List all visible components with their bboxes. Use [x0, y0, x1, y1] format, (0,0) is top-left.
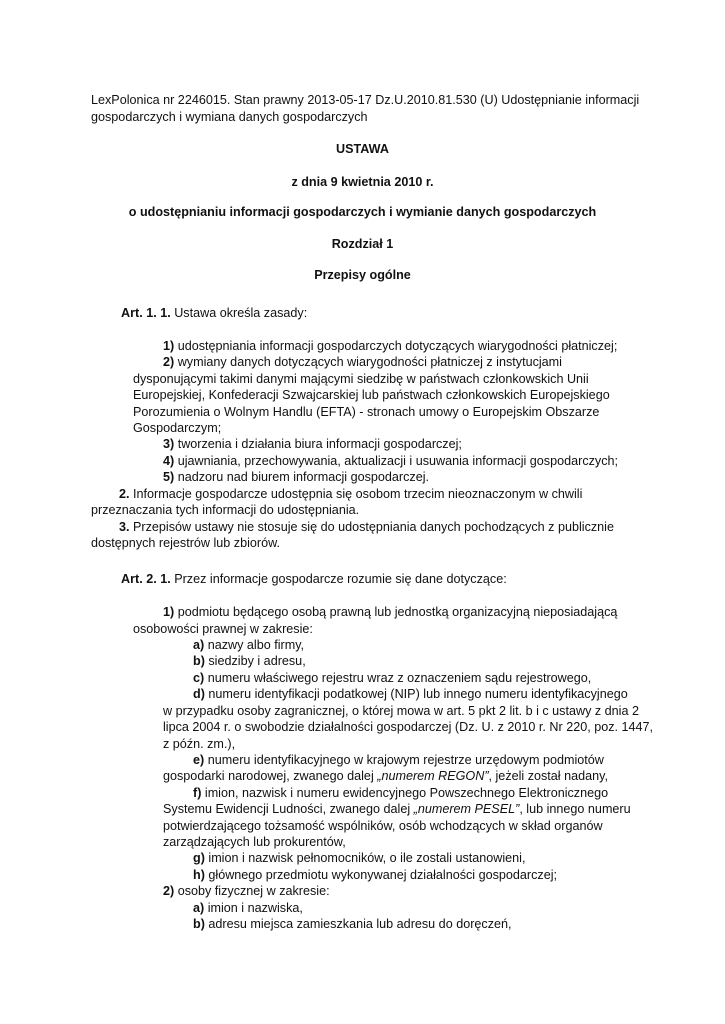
- art2-letter-f-cont: Systemu Ewidencji Ludności, zwanego dalej „numerem PESEL”, lub innego numeru: [163, 802, 631, 816]
- art1-point-2-cont: Porozumienia o Wolnym Handlu (EFTA) - stronach umowy o Europejskim Obszarze: [133, 405, 600, 419]
- art1-point-2-cont: dysponującymi takimi danymi mającymi siedzibę w państwach członkowskich Unii: [133, 372, 589, 386]
- header-line-2: gospodarczych i wymiana danych gospodarczych: [91, 110, 368, 124]
- act-subject: o udostępnianiu informacji gospodarczych i wymianie danych gospodarczych: [128, 205, 597, 219]
- art2-letter-f-cont: zarządzających lub prokurentów,: [163, 835, 346, 849]
- art2-letter-e-cont: gospodarki narodowej, zwanego dalej „numerem REGON”, jeżeli został nadany,: [163, 769, 608, 783]
- art2-letter-d-cont: w przypadku osoby zagranicznej, o której mowa w art. 5 pkt 2 lit. b i c ustawy z dnia 2: [163, 704, 639, 718]
- art1-section-2: 2. Informacje gospodarcze udostępnia się osobom trzecim nieoznaczonym w chwili: [119, 487, 583, 501]
- art2-letter-d: d) numeru identyfikacji podatkowej (NIP) lub innego numeru identyfikacyjnego: [193, 687, 628, 701]
- art2-letter-b: b) siedziby i adresu,: [193, 654, 306, 668]
- art1-section-2-cont: przeznaczania tych informacji do udostępniania.: [91, 503, 360, 517]
- art2-letter-f-cont: potwierdzającego tożsamość wspólników, osób wchodzących w skład organów: [163, 819, 603, 833]
- art2-letter-e: e) numeru identyfikacyjnego w krajowym rejestrze urzędowym podmiotów: [193, 753, 604, 767]
- chapter-number: Rozdział 1: [331, 237, 394, 251]
- art2-heading: Art. 2. 1. Przez informacje gospodarcze rozumie się dane dotyczące:: [121, 572, 507, 586]
- art2-letter-h: h) głównego przedmiotu wykonywanej działalności gospodarczej;: [193, 868, 558, 882]
- art2-letter-d-cont: z późn. zm.),: [163, 737, 236, 751]
- art2-letter-a: a) nazwy albo firmy,: [193, 638, 305, 652]
- art2-point-2: 2) osoby fizycznej w zakresie:: [163, 884, 330, 898]
- art2-letter-c: c) numeru właściwego rejestru wraz z oznaczeniem sądu rejestrowego,: [193, 671, 592, 685]
- art1-point-4: 4) ujawniania, przechowywania, aktualizacji i usuwania informacji gospodarczych;: [163, 454, 619, 468]
- art2-point-1-cont: osobowości prawnej w zakresie:: [133, 622, 313, 636]
- art1-point-2-cont: Europejskiej, Konfederacji Szwajcarskiej lub państwach członkowskich Europejskiego: [133, 388, 610, 402]
- art1-point-2-cont: Gospodarczym;: [133, 421, 222, 435]
- header-line-1: LexPolonica nr 2246015. Stan prawny 2013-05-17 Dz.U.2010.81.530 (U) Udostępnianie informacji: [91, 93, 640, 107]
- art1-point-1: 1) udostępniania informacji gospodarczych dotyczących wiarygodności płatniczej;: [163, 339, 618, 353]
- act-type: USTAWA: [336, 142, 389, 156]
- art2-point-1: 1) podmiotu będącego osobą prawną lub jednostką organizacyjną nieposiadającą: [163, 605, 618, 619]
- art2-letter-d-cont: lipca 2004 r. o swobodzie działalności gospodarczej (Dz. U. z 2010 r. Nr 220, poz. 1447,: [163, 720, 654, 734]
- art2-letter-g: g) imion i nazwisk pełnomocników, o ile zostali ustanowieni,: [193, 851, 526, 865]
- art2-letter-f: f) imion, nazwisk i numeru ewidencyjnego Powszechnego Elektronicznego: [193, 786, 609, 800]
- art2-point-2-letter-b: b) adresu miejsca zamieszkania lub adresu do doręczeń,: [193, 917, 512, 931]
- art1-heading: Art. 1. 1. Ustawa określa zasady:: [121, 306, 308, 320]
- art1-section-3: 3. Przepisów ustawy nie stosuje się do udostępniania danych pochodzących z publicznie: [119, 520, 614, 534]
- art1-point-5: 5) nadzoru nad biurem informacji gospodarczej.: [163, 470, 430, 484]
- chapter-title: Przepisy ogólne: [314, 268, 411, 282]
- art1-point-3: 3) tworzenia i działania biura informacji gospodarczej;: [163, 437, 462, 451]
- art1-point-2: 2) wymiany danych dotyczących wiarygodności płatniczej z instytucjami: [163, 355, 562, 369]
- art1-section-3-cont: dostępnych rejestrów lub zbiorów.: [91, 536, 281, 550]
- art2-point-2-letter-a: a) imion i nazwiska,: [193, 901, 303, 915]
- act-date: z dnia 9 kwietnia 2010 r.: [291, 175, 434, 189]
